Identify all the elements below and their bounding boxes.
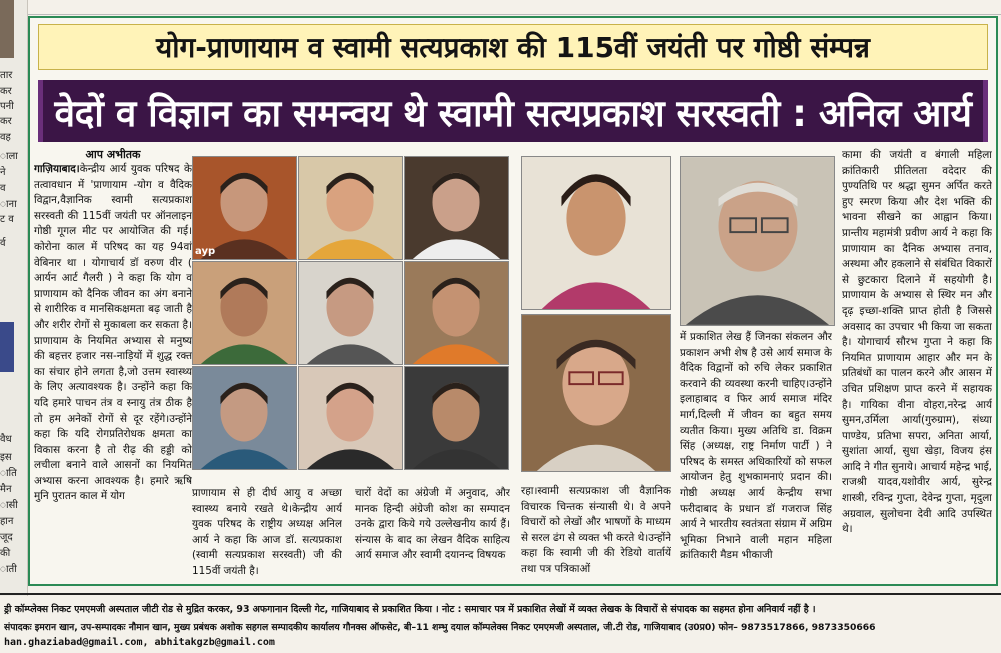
imprint-footer bbox=[0, 596, 1001, 653]
fragment-text: हान bbox=[0, 516, 14, 527]
column-text: में प्रकाशित लेख हैं जिनका संकलन और प्रकाशन अभी शेष है उसे आर्य समाज के वैदिक विद्वानों को रुचि लेकर प्रकाशित करवाने की व्यवस्था करनी चाहिए।उन्होंने इलाहाबाद व फिर आर्य समाज मंदिर मार्ग,दिल्ली में जीवन का बहुत समय व्यतीत किया। मुख्य अतिथि डा. विक्रम सिंह (अध्यक्ष, राष्ट्र निर्माण पार्टी ) ने परिषद के समस्त अधिकारियों को सफल आयोजन हेतु शुभकामनाएं प्रदान की। गोष्ठी अध्यक्ष आर्य केन्द्रीय सभा फरीदाबाद के प्रधान डॉ गजराज सिंह आर्य ने भारतीय स्वतंत्रता संग्राम में अग्रिम भूमिका निभाने वाली महान महिला क्रांतिकारी मैडम भीकाजी bbox=[680, 331, 832, 562]
fragment-text: मैन bbox=[0, 484, 12, 495]
fragment-text: र्व bbox=[0, 238, 6, 249]
fragment-text: कर bbox=[0, 86, 12, 97]
fragment-text: वह bbox=[0, 132, 11, 143]
participant-photo bbox=[192, 261, 297, 365]
column-text: केन्द्रीय आर्य युवक परिषद के तत्वावधान में 'प्राणायाम -योग व वैदिक विद्वान,वैज्ञानिक स्वामी सत्यप्रकाश सरस्वती की 115वीं जयंती पर ऑनलाइन गोष्ठी गूगल मीट पर आयोजित की गई।कोरोना काल में परिषद का यह 94वां वेबिनार था । योगाचार्य डॉ वरुण वीर ( आर्यन आर्ट गैलरी ) ने कहा कि योग व प्राणायाम को दैनिक जीवन का अंग बनाने से शारीरिक व मानसिकक्षमता बढ़ जाती है और शरीर रोगों से मुकाबला कर सकता है। प्राणायाम के नियमित अभ्यास से मनुष्य की बहत्तर हजार नस-नाड़ियों में शुद्ध रक्त का संचार होने लगता है,जो उत्तम स्वास्थ्य के लिए अत्यावश्यक है। उन्होंने कहा कि यदि हमारे पाचन तंत्र व स्नायु तंत्र ठीक है तो हम अनेकों रोगों से दूर रहेंगे।उन्होंने कहा कि यदि रोगप्रतिरोधक क्षमता का विकास करना है तो रीढ़ की हड्डी को लचीला बनाने वाले आसनों का नियमित अभ्यास करना आवश्यक है। हमारे ऋषि मुनि पुरातन काल में योग bbox=[34, 163, 192, 503]
article-column-2 bbox=[192, 486, 342, 580]
imprint-emails: han.ghaziabad@gmail.com, abhitakgzb@gmail.com bbox=[4, 637, 275, 648]
fragment-text: ाति bbox=[0, 468, 17, 479]
article-column-3 bbox=[355, 486, 510, 580]
fragment-text: वैध bbox=[0, 434, 12, 445]
fragment-text: ाना bbox=[0, 199, 17, 210]
imprint-line-2: संपादकः इमरान खान, उप-सम्पादकः नौमान खान, मुख्य प्रबंधक अशोक सहगल सम्पादकीय कार्यालय गौनक्स ऑफसेट, बी–11 शम्भु दयाल कॉम्पलेक्स निकट एमएमजी अस्पताल, जी.टी रोड, गाजियाबाद (उ0प्र0) फोन– 9873517866, 9873350666 bbox=[4, 622, 876, 633]
grid-caption: ayp bbox=[195, 246, 216, 257]
article-column-1 bbox=[34, 148, 192, 580]
adjacent-photo-fragment bbox=[0, 0, 14, 58]
previous-page-strip bbox=[28, 0, 1001, 15]
byline: आप अभीतक bbox=[85, 148, 141, 161]
fragment-text: इस bbox=[0, 452, 12, 463]
fragment-text: ाला bbox=[0, 151, 18, 162]
participant-photo bbox=[192, 156, 297, 260]
participant-photo bbox=[298, 156, 403, 260]
column-text: कामा की जयंती व बंगाली महिला क्रांतिकारी प्रीतिलता वदेदार की पुण्यतिथि पर श्रद्धा सुमन अर्पित करते हुए स्मरण किया और देश भक्ति की भावना सीखने का आह्वान किया। प्रान्तीय महामंत्री प्रवीण आर्य ने कहा कि प्राणायाम का दैनिक अभ्यास तनाव, अस्थमा और हकलाने से संबंधित विकारों से छुटकारा दिलाने में सहयोगी है। प्राणायाम के अभ्यास से स्थिर मन और दृढ़ इच्छा-शक्ति प्राप्त होती है जिससे अवसाद का उपचार भी किया जा सकता है। योगाचार्य सौरभ गुप्ता ने कहा कि नियमित प्राणायाम आहार और मन के प्रतिबंधों का पालन करने और आसन में उचित प्रशिक्षण प्राप्त करने में सहायक है। गायिका वीना वोहरा,नरेन्द्र आर्य सुमन,उर्मिला आर्या(गुरुग्राम), संध्या पाण्डेय, प्रतिभा सपरा, अनिता आर्या, सुशांता आर्या, सुधा खेड़ा, विजय हंस आदि ने गीत सुनाये। आचार्य महेन्द्र भाई, राजश्री यादव,यशोवीर आर्य, सुरेन्द्र शास्त्री, रविन्द्र गुप्ता, देवेन्द्र गुप्ता, मृदुला अग्रवाल, सुलोचना देवी आदि उपस्थित थे। bbox=[842, 149, 992, 536]
article-column-5 bbox=[680, 330, 832, 580]
participant-photo bbox=[404, 366, 509, 470]
fragment-text: की bbox=[0, 548, 11, 559]
portrait-man-elder bbox=[680, 156, 835, 326]
column-text: प्राणायाम से ही दीर्घ आयु व अच्छा स्वास्थ्य बनाये रखते थे।केन्द्रीय आर्य युवक परिषद के राष्ट्रीय अध्यक्ष अनिल आर्य ने कहा कि आज डॉ. सत्यप्रकाश (स्वामी सत्यप्रकाश सरस्वती) जी की 115वीं जयंती है। bbox=[192, 487, 342, 577]
fragment-text: पनी bbox=[0, 101, 14, 112]
news-article bbox=[28, 16, 998, 586]
fragment-text: कर bbox=[0, 116, 12, 127]
footer-rule bbox=[0, 593, 1001, 595]
article-column-4 bbox=[521, 484, 671, 580]
fragment-text: ाती bbox=[0, 564, 17, 575]
fragment-text: ने bbox=[0, 167, 6, 178]
column-text: रहा।स्वामी सत्यप्रकाश जी वैज्ञानिक विचारक चिन्तक संन्यासी थे। वे अपने विचारों को लेखों और भाषणों के माध्यम से सरल ढंग से व्यक्त भी करते थे।उन्होंने कहा कि स्वामी जी की रेडियो वार्तायें तथा पत्र पत्रिकाओं bbox=[521, 485, 671, 575]
fragment-text: तार bbox=[0, 70, 13, 81]
article-column-6 bbox=[842, 148, 992, 580]
imprint-line-1: ड्री कॉम्प्लेक्स निकट एमएमजी अस्पताल जीटी रोड से मुद्रित करकर, 93 अफगानान दिल्ली गेट, गाजियाबाद से प्रकाशित किया । नोट : समाचार पत्र में प्रकाशित लेखों में व्यक्त लेखक के विचारों से संपादक का सहमत होना अनिवार्य नहीं है । bbox=[4, 604, 816, 615]
sub-headline: योग-प्राणायाम व स्वामी सत्यप्रकाश की 115वीं जयंती पर गोष्ठी संम्पन्न bbox=[38, 24, 988, 70]
main-headline: वेदों व विज्ञान का समन्वय थे स्वामी सत्यप्रकाश सरस्वती : अनिल आर्य bbox=[38, 80, 988, 142]
column-text: चारों वेदों का अंग्रेजी में अनुवाद, और मानक हिन्दी अंग्रेजी कोश का सम्पादन उनके द्वारा किये गये उल्लेखनीय कार्य हैं।संन्यास के बाद का लेखन वैदिक साहित्य आर्य समाज और स्वामी दयानन्द विषयक bbox=[355, 487, 510, 562]
participant-photo bbox=[192, 366, 297, 470]
adjacent-photo-fragment bbox=[0, 322, 14, 372]
fragment-text: ट व bbox=[0, 214, 14, 225]
portrait-woman-1 bbox=[521, 156, 671, 310]
fragment-text: ासी bbox=[0, 500, 18, 511]
fragment-text: व bbox=[0, 183, 6, 194]
adjacent-column-fragment bbox=[0, 0, 28, 600]
dateline: गाज़ियाबाद। bbox=[34, 163, 80, 175]
participant-photo bbox=[298, 261, 403, 365]
fragment-text: जूद bbox=[0, 532, 13, 543]
participant-photo bbox=[298, 366, 403, 470]
participant-photo bbox=[404, 261, 509, 365]
portrait-woman-2 bbox=[521, 314, 671, 472]
participant-photo bbox=[404, 156, 509, 260]
